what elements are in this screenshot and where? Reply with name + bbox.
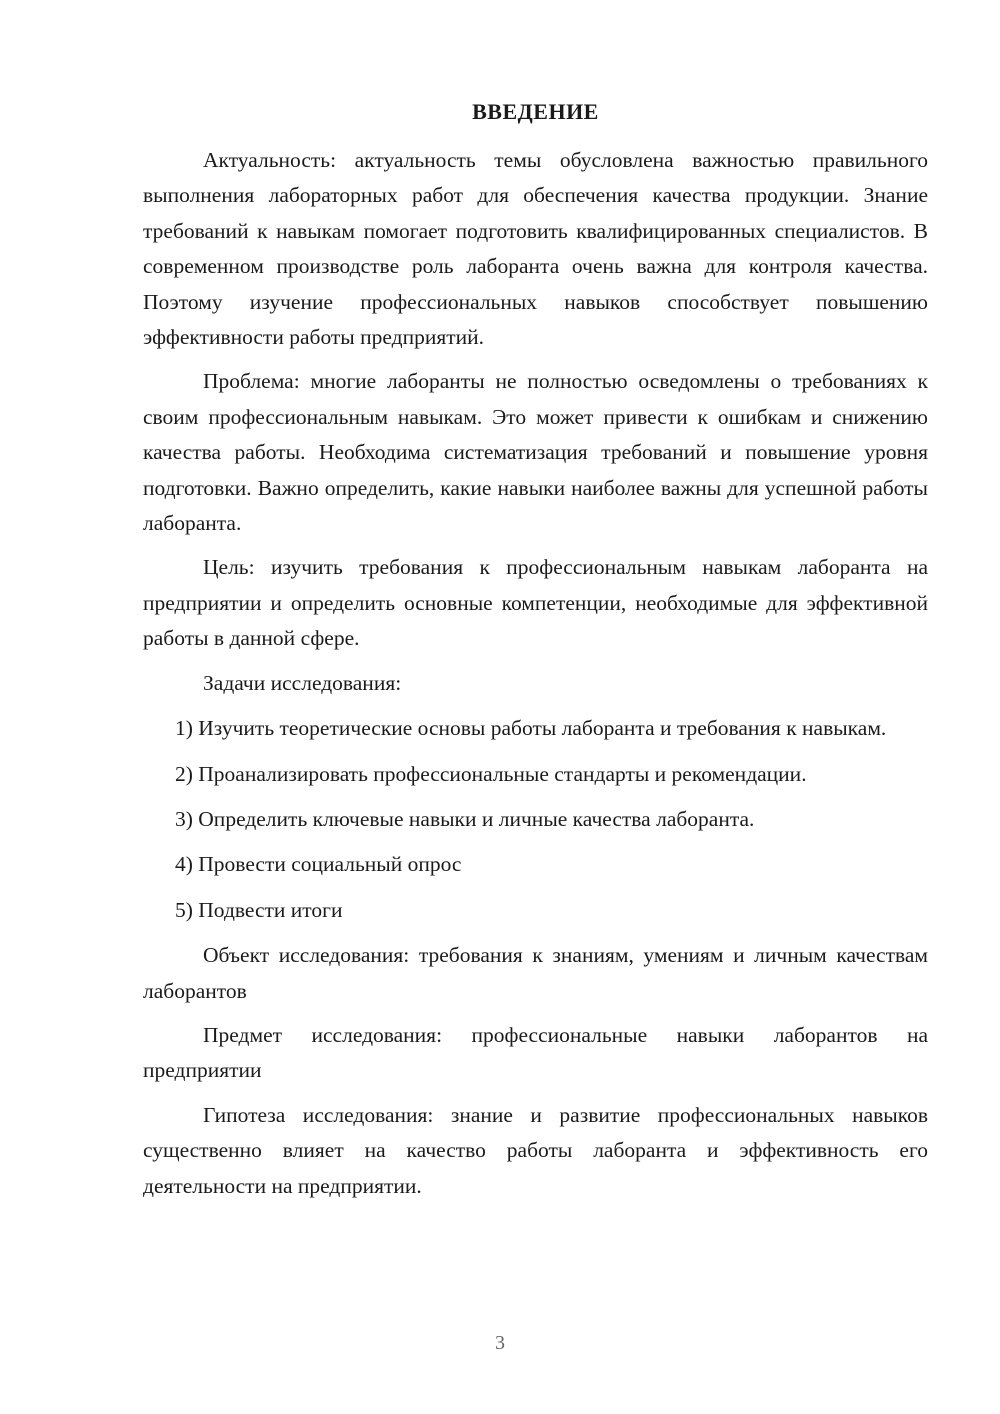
paragraph-goal: Цель: изучить требования к профессиональным навыкам лаборанта на предприятии и определить основные компетенции, необходимые для эффективной работы в данной сфере. <box>143 555 928 651</box>
paragraph-subject: Предмет исследования: профессиональные навыки лаборантов на предприятии <box>143 1022 928 1083</box>
tasks-heading: Задачи исследования: <box>203 670 402 695</box>
task-item-5: 5) Подвести итоги <box>175 897 343 922</box>
paragraph-object: Объект исследования: требования к знаниям, умениям и личным качествам лаборантов <box>143 943 928 1003</box>
paragraph-relevance: Актуальность: актуальность темы обусловлена важностью правильного выполнения лабораторных работ для обеспечения качества продукции. Знание требований к навыкам помогает подготовить квалифицированных специалистов. В современном производстве роль лаборанта очень важна для контроля качества. Поэтому изучение профессиональных навыков способствует повышению эффективности работы предприятий. <box>143 148 928 350</box>
task-item-2: 2) Проанализировать профессиональные стандарты и рекомендации. <box>175 761 807 786</box>
task-item-1: 1) Изучить теоретические основы работы лаборанта и требования к навыкам. <box>175 716 887 741</box>
section-title: ВВЕДЕНИЕ <box>472 99 599 124</box>
paragraph-problem: Проблема: многие лаборанты не полностью осведомлены о требованиях к своим профессиональным навыкам. Это может привести к ошибкам и снижению качества работы. Необходима систематизация требований и повышение уровня подготовки. Важно определить, какие навыки наиболее важны для успешной работы лаборанта. <box>143 369 928 536</box>
page-content <box>143 94 928 1213</box>
page-number: 3 <box>495 1332 505 1354</box>
paragraph-hypothesis: Гипотеза исследования: знание и развитие профессиональных навыков существенно влияет на качество работы лаборанта и эффективность его деятельности на предприятии. <box>143 1102 928 1198</box>
task-item-3: 3) Определить ключевые навыки и личные качества лаборанта. <box>175 806 755 831</box>
task-item-4: 4) Провести социальный опрос <box>175 852 462 877</box>
